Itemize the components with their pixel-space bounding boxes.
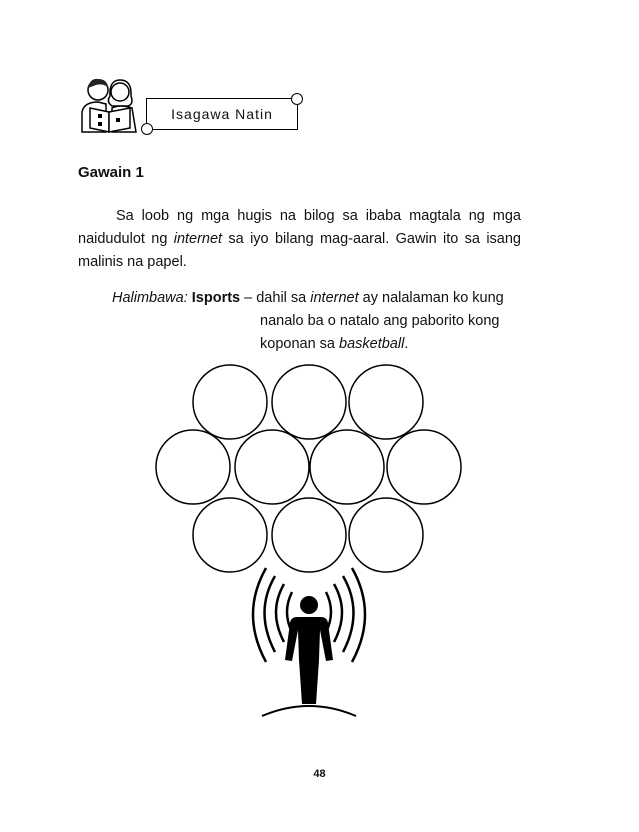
blank-circle[interactable]: [387, 430, 461, 504]
blank-circle[interactable]: [349, 365, 423, 439]
blank-circle[interactable]: [235, 430, 309, 504]
blank-circle[interactable]: [310, 430, 384, 504]
blank-circle[interactable]: [272, 498, 346, 572]
instruction-text-1: Sa loob ng mga hugis na bilog sa ibaba magtala ng mga naidudulot ng: [78, 208, 521, 247]
section-title: Isagawa Natin: [171, 106, 273, 122]
example-italic-internet: internet: [310, 290, 359, 306]
person-silhouette: [285, 596, 333, 704]
activity-heading: Gawain 1: [78, 164, 144, 181]
page-number: 48: [313, 768, 326, 780]
ground-arc: [262, 706, 356, 716]
instruction-italic: internet: [173, 231, 223, 247]
example-line-2: nanalo ba o natalo ang paborito kong: [260, 313, 500, 329]
example-italic-basketball: basketball: [339, 336, 405, 352]
example-term: Isports: [191, 290, 241, 306]
blank-circle[interactable]: [156, 430, 230, 504]
example-line-3-text: koponan sa: [260, 336, 340, 352]
instruction-text-2: sa iyo bilang mag-aaral. Gawin ito sa isang malinis na papel.: [78, 231, 521, 270]
example-line-1: ay nalalaman ko kung: [358, 290, 504, 306]
example-dash: – dahil sa: [240, 290, 311, 306]
blank-circle[interactable]: [193, 498, 267, 572]
blank-circle[interactable]: [272, 365, 346, 439]
blank-circle[interactable]: [193, 365, 267, 439]
example-label: Halimbawa:: [112, 290, 188, 306]
blank-circle[interactable]: [349, 498, 423, 572]
example-period: .: [404, 336, 409, 352]
